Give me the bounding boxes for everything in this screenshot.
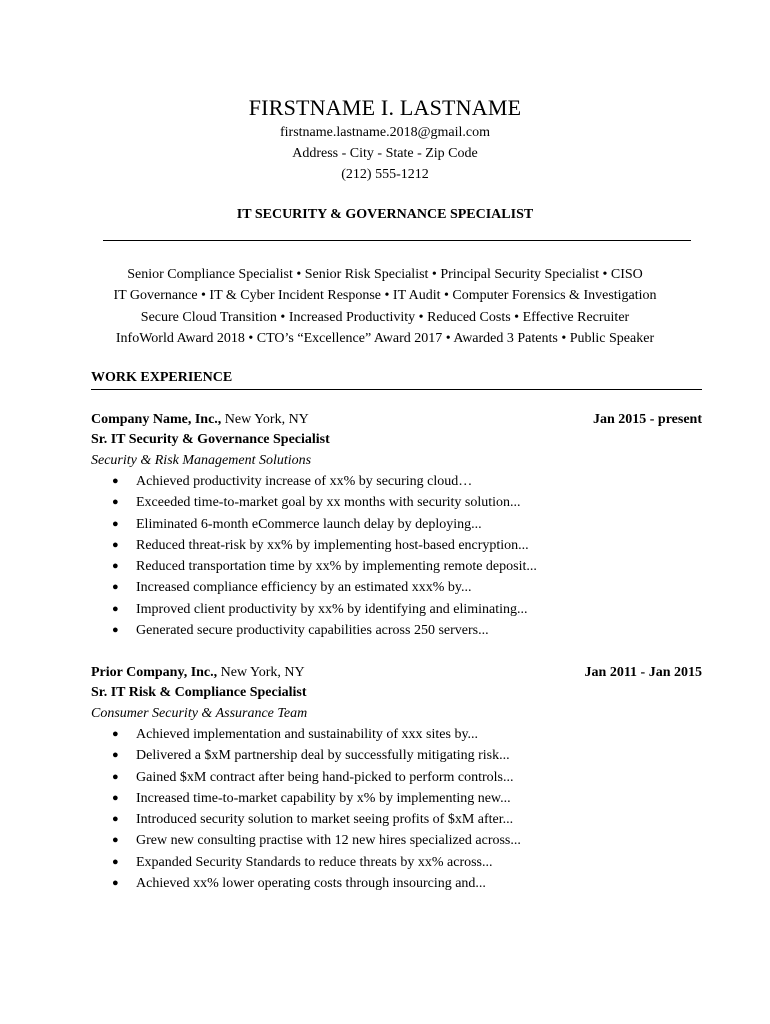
achievement-item [91, 852, 702, 873]
achievement-item [91, 767, 702, 788]
achievement-text: Increased compliance efficiency by an estimated xxx% by... [136, 580, 472, 596]
headline-divider [103, 240, 691, 241]
achievement-item [91, 556, 702, 577]
address-text: Address - City - State - Zip Code [292, 146, 478, 161]
employment-dates: Jan 2015 - present [592, 412, 702, 427]
bullet-icon: ● [112, 813, 119, 826]
job-header [91, 663, 702, 683]
keyword-line: IT Governance • IT & Cyber Incident Response • IT Audit • Computer Forensics & Investigation [113, 288, 657, 304]
email-text: firstname.lastname.2018@gmail.com [279, 125, 490, 140]
company-name: Company Name, Inc., [91, 412, 222, 427]
achievement-item [91, 724, 702, 745]
achievement-text: Delivered a $xM partnership deal by successfully mitigating risk... [136, 748, 510, 764]
achievement-text: Achieved implementation and sustainability of xxx sites by... [136, 727, 479, 742]
bullet-icon: ● [112, 496, 119, 509]
section-title-work-experience: WORK EXPERIENCE [91, 370, 233, 385]
bullet-icon: ● [112, 770, 119, 783]
section-divider [91, 389, 702, 390]
bullet-icon: ● [112, 728, 119, 740]
achievement-item [91, 788, 702, 809]
job-title: Sr. IT Risk & Compliance Specialist [91, 685, 307, 700]
bullet-icon: ● [112, 749, 119, 762]
professional-headline: IT SECURITY & GOVERNANCE SPECIALIST [236, 207, 534, 222]
achievement-text: Increased time-to-market capability by x% by implementing new... [136, 790, 511, 806]
achievement-text: Gained $xM contract after being hand-picked to perform controls... [136, 769, 514, 785]
achievement-item [91, 492, 702, 513]
achievement-item [91, 577, 702, 598]
job-title: Sr. IT Security & Governance Specialist [91, 432, 330, 447]
bullet-icon: ● [112, 834, 119, 847]
achievement-text: Exceeded time-to-market goal by xx months with security solution... [136, 495, 521, 511]
job-department: Consumer Security & Assurance Team [91, 706, 308, 721]
achievement-item [91, 471, 702, 492]
achievement-item [91, 745, 702, 766]
achievement-text: Achieved productivity increase of xx% by securing cloud… [136, 474, 473, 489]
job-department: Security & Risk Management Solutions [91, 453, 312, 468]
achievement-text: Improved client productivity by xx% by identifying and eliminating... [136, 601, 528, 617]
keyword-line: Secure Cloud Transition • Increased Productivity • Reduced Costs • Effective Recruiter [140, 309, 630, 325]
achievement-text: Reduced threat-risk by xx% by implementing host-based encryption... [136, 537, 529, 553]
company-name: Prior Company, Inc., [91, 665, 218, 680]
bullet-icon: ● [112, 602, 119, 615]
bullet-icon: ● [112, 581, 119, 594]
job-header [91, 410, 702, 430]
achievement-text: Generated secure productivity capabilities across 250 servers... [136, 623, 489, 639]
keyword-line: Senior Compliance Specialist • Senior Risk Specialist • Principal Security Specialist • CISO [127, 267, 643, 282]
bullet-icon: ● [112, 877, 119, 890]
keyword-summary [0, 264, 770, 349]
bullet-icon: ● [112, 855, 119, 868]
achievement-text: Introduced security solution to market seeing profits of $xM after... [136, 812, 514, 828]
achievement-item [91, 620, 702, 641]
bullet-icon: ● [112, 791, 119, 804]
achievement-item [91, 873, 702, 894]
achievement-text: Expanded Security Standards to reduce threats by xx% across... [136, 854, 493, 870]
achievement-text: Grew new consulting practise with 12 new hires specialized across... [136, 833, 521, 849]
achievement-item [91, 599, 702, 620]
achievement-text: Reduced transportation time by xx% by implementing remote deposit... [136, 559, 537, 575]
bullet-icon: ● [112, 560, 119, 573]
job-entry [91, 663, 702, 894]
achievement-item [91, 514, 702, 535]
company-location: New York, NY [221, 412, 309, 427]
bullet-icon: ● [112, 538, 119, 551]
achievement-list [91, 471, 702, 641]
achievement-item [91, 535, 702, 556]
job-entry [91, 410, 702, 641]
candidate-name: FIRSTNAME I. LASTNAME [248, 95, 522, 120]
keyword-line: InfoWorld Award 2018 • CTO’s “Excellence” Award 2017 • Awarded 3 Patents • Public Speaker [115, 330, 655, 346]
achievement-item [91, 830, 702, 851]
bullet-icon: ● [112, 517, 119, 530]
employment-dates: Jan 2011 - Jan 2015 [584, 665, 702, 680]
achievement-text: Eliminated 6-month eCommerce launch delay by deploying... [136, 516, 482, 532]
achievement-text: Achieved xx% lower operating costs through insourcing and... [136, 876, 486, 892]
company-location: New York, NY [217, 665, 305, 680]
bullet-icon: ● [112, 624, 119, 637]
bullet-icon: ● [112, 475, 119, 487]
phone-text: (212) 555-1212 [341, 167, 429, 182]
achievement-list [91, 724, 702, 894]
achievement-item [91, 809, 702, 830]
contact-header [0, 94, 770, 185]
